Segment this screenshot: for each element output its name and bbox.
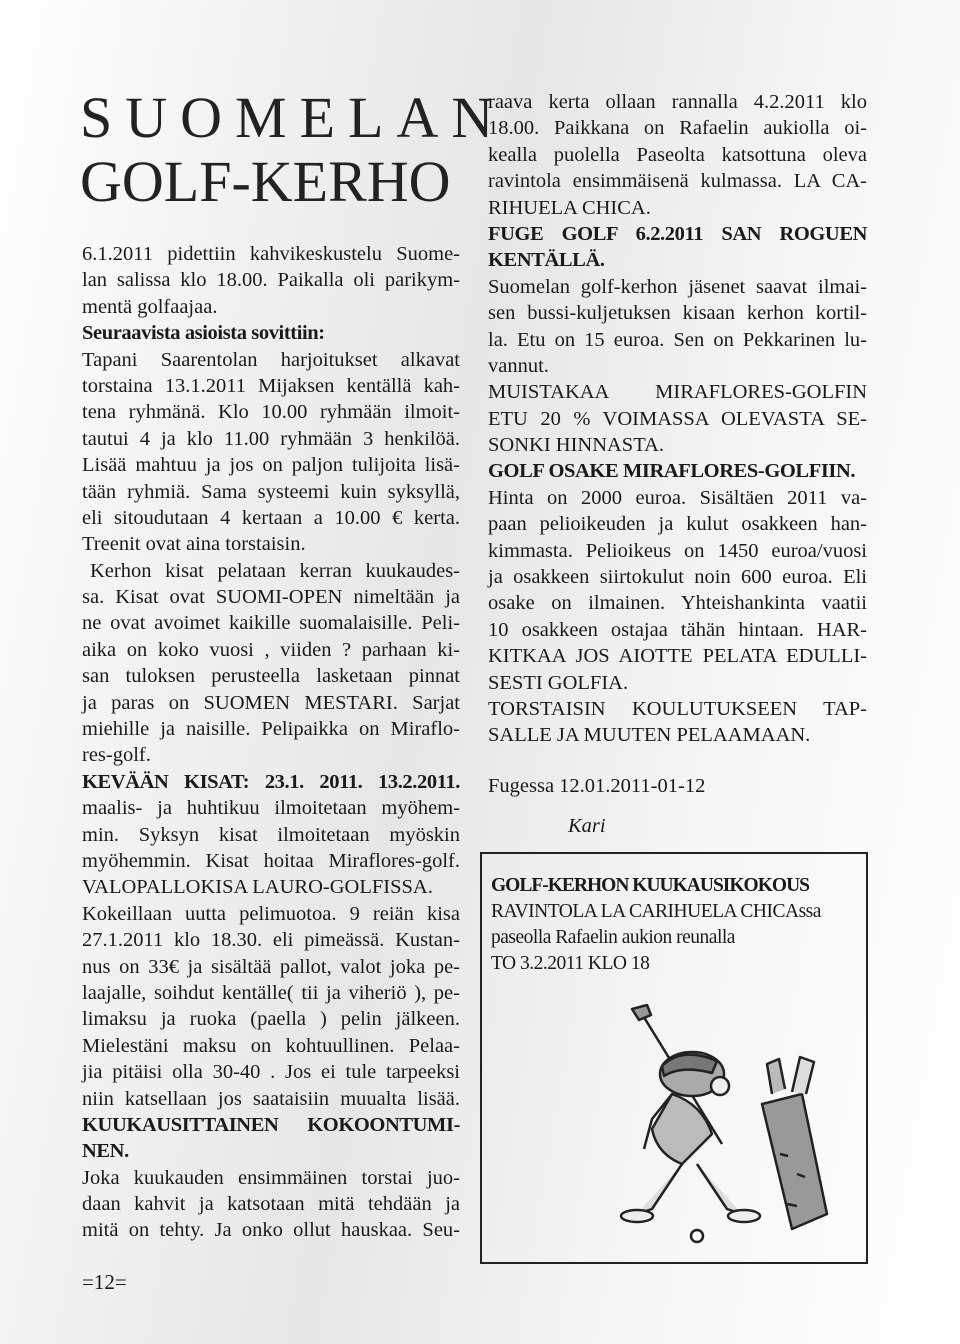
text-line: tään ryhmiä. Sama systeemi kuin syksyllä, [82,480,460,503]
text-line: jia pitäisi olla 30-40 . Jos ei tule tarpeeksi [82,1061,460,1084]
golfer-cartoon-illustration [602,1004,852,1254]
text-line: lan salissa klo 18.00. Paikalla oli parikym- [82,269,460,292]
text-line: paan pelioikeuden ja kulut osakkeen han- [488,513,867,536]
heading-line: NEN. [82,1140,129,1163]
text-line: kealla puolella Paseolta katsottuna oleva [488,143,867,166]
heading-line: Seuraavista asioista sovittiin: [82,322,325,345]
notice-box [480,852,868,1264]
text-line: osake on ilmainen. Yhteishankinta vaatii [488,592,867,615]
text-line: 27.1.2011 klo 18.30. eli pimeässä. Kustan- [82,929,460,952]
text-line: daan kahvit ja katsotaan mitä tehdään ja [82,1193,460,1216]
text-line: VALOPALLOKISA LAURO-GOLFISSA. [82,876,433,899]
heading-line: KEVÄÄN KISAT: 23.1. 2011. 13.2.2011. [82,770,460,793]
text-line: tena ryhmänä. Klo 10.00 ryhmään ilmoit- [82,401,460,424]
text-line: Suomelan golf-kerhon jäsenet saavat ilmai- [488,275,867,298]
text-line: Treenit ovat aina torstaisin. [82,533,306,556]
text-line: maalis- ja huhtikuu ilmoitetaan myöhem- [82,797,460,820]
text-line: raava kerta ollaan rannalla 4.2.2011 klo [488,91,867,113]
right-column [488,89,867,749]
text-line: ravintola ensimmäisenä kulmassa. LA CA- [488,170,867,193]
text-line: laajalle, soihdut kentälle( tii ja viheriö ), pe- [82,981,460,1004]
text-line: Joka kuukauden ensimmäinen torstai juo- [82,1166,460,1189]
text-line: Kokeillaan uutta pelimuotoa. 9 reiän kisa [82,902,460,925]
heading-line: FUGE GOLF 6.2.2011 SAN ROGUEN [488,222,867,245]
signature-name: Kari [568,815,606,837]
text-line: Mielestäni maksu on kohtuullinen. Pelaa- [82,1034,460,1057]
heading-line: GOLF OSAKE MIRAFLORES-GOLFIIN. [488,460,856,483]
text-line: kimmasta. Pelioikeus on 1450 euroa/vuosi [488,539,867,562]
text-line: torstaina 13.1.2011 Mijaksen kentällä kah- [82,374,460,397]
title-line-2: GOLF-KERHO [80,149,451,214]
text-line: Tapani Saarentolan harjoitukset alkavat [82,348,460,371]
notice-line: paseolla Rafaelin aukion reunalla [491,927,735,948]
text-line: niin katsellaan jos saataisiin muualta lisää. [82,1087,460,1110]
text-line: sen bussi-kuljetuksen kisaan kerhon kortil- [488,302,867,325]
title-line-1: SUOMELAN [80,85,507,150]
text-line: RIHUELA CHICA. [488,196,651,219]
text-line: ne ovat avoimet kaikille suomalaisille. Peli- [82,612,460,635]
text-line: SALLE JA MUUTEN PELAAMAAN. [488,724,811,747]
text-line: 6.1.2011 pidettiin kahvikeskustelu Suome- [82,243,460,265]
text-line: min. Syksyn kisat ilmoitetaan myöskin [82,823,460,846]
text-line: SESTI GOLFIA. [488,671,629,694]
text-line: 18.00. Paikkana on Rafaelin aukiolla oi- [488,117,867,140]
signature-place-date: Fugessa 12.01.2011-01-12 [488,775,706,797]
text-line: TORSTAISIN KOULUTUKSEEN TAP- [488,697,867,720]
text-line: res-golf. [82,744,151,767]
text-line: sa. Kisat ovat SUOMI-OPEN nimeltään ja [82,586,460,609]
text-line: vannut. [488,354,549,377]
notice-heading: GOLF-KERHON KUUKAUSIKOKOUS [491,875,809,896]
notice-line: TO 3.2.2011 KLO 18 [491,953,650,974]
text-line: ETU 20 % VOIMASSA OLEVASTA SE- [488,407,867,430]
text-line: MUISTAKAA MIRAFLORES-GOLFIN [488,381,867,404]
text-line: ja osakkeen siirtokulut noin 600 euroa. Eli [488,566,867,589]
text-line: san tuloksen perusteella lasketaan pinnat [82,665,460,688]
text-line: mentä golfaajaa. [82,295,218,318]
heading-line: KUUKAUSITTAINEN KOKOONTUMI- [82,1113,460,1136]
left-column [82,241,460,1244]
text-line: miehille ja naisille. Pelipaikka on Miraflo- [82,718,460,741]
text-line: SONKI HINNASTA. [488,434,665,457]
text-line: Lisää mahtuu ja jos on paljon tulijoita lisä- [82,454,460,477]
text-line: mitä on tehty. Ja onko ollut hauskaa. Seu- [82,1219,460,1242]
text-line: aika on koko vuosi , viiden ? parhaan ki- [82,638,460,661]
text-line: la. Etu on 15 euroa. Sen on Pekkarinen lu- [488,328,867,351]
text-line: limaksu ja ruoka (paella ) pelin jälkeen. [82,1008,460,1031]
text-line: Kerhon kisat pelataan kerran kuukaudes- [90,559,460,582]
text-line: Hinta on 2000 euroa. Sisältäen 2011 va- [488,486,867,509]
text-line: nus on 33€ ja sisältää pallot, valot joka pe- [82,955,460,978]
heading-line: KENTÄLLÄ. [488,249,605,272]
text-line: KITKAA JOS AIOTTE PELATA EDULLI- [488,645,867,668]
notice-line: RAVINTOLA LA CARIHUELA CHICAssa [491,901,821,922]
text-line: myöhemmin. Kisat hoitaa Miraflores-golf. [82,849,460,872]
text-line: tautui 4 ja klo 11.00 ryhmään 3 henkilöä. [82,427,460,450]
text-line: 10 osakkeen ostajaa tähän hintaan. HAR- [488,618,867,641]
text-line: eli sitoudutaan 4 kertaan a 10.00 € kerta. [82,506,460,529]
page-number: =12= [82,1270,127,1294]
text-line: ja paras on SUOMEN MESTARI. Sarjat [82,691,460,714]
